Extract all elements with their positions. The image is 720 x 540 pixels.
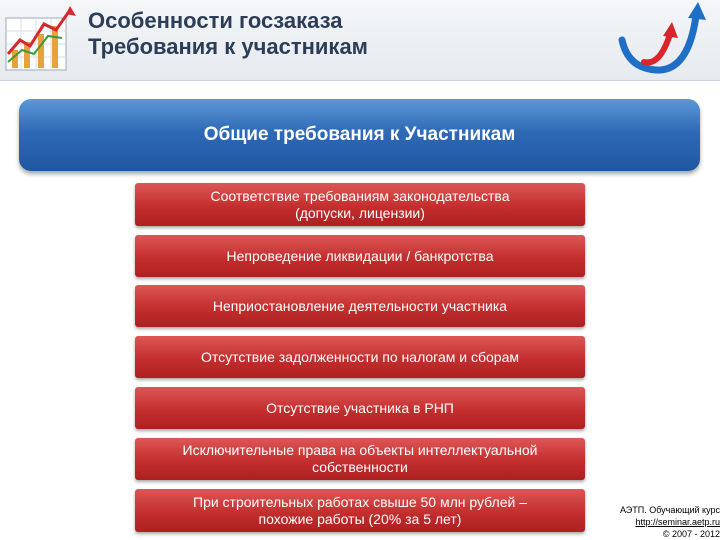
requirement-item xyxy=(135,489,585,532)
requirement-line: Отсутствие участника в РНП xyxy=(266,399,454,416)
requirement-item xyxy=(135,285,585,327)
requirement-item xyxy=(135,183,585,226)
footer-url-link[interactable]: http://seminar.aetp.ru xyxy=(635,517,720,527)
requirement-line: (допуски, лицензии) xyxy=(295,204,425,221)
requirement-line: Исключительные права на объекты интеллектуальной xyxy=(182,442,538,458)
requirement-line: Соответствие требованиям законодательства xyxy=(210,187,510,204)
requirement-line: Отсутствие задолженности по налогам и сборам xyxy=(201,348,519,365)
title-line-1: Особенности госзаказа xyxy=(88,8,343,33)
title-line-2: Требования к участникам xyxy=(88,34,368,59)
general-requirements-banner xyxy=(19,99,700,171)
requirement-line: При строительных работах свыше 50 млн рублей – xyxy=(193,493,527,510)
requirement-line: Непроведение ликвидации / банкротства xyxy=(226,247,494,264)
requirement-line: похожие работы (20% за 5 лет) xyxy=(258,510,462,527)
requirement-item xyxy=(135,438,585,480)
requirement-item xyxy=(135,235,585,277)
chart-logo-icon xyxy=(4,4,80,74)
requirement-line: Неприостановление деятельности участника xyxy=(212,297,508,314)
footer-course: АЭТП. Обучающий курс xyxy=(619,505,720,515)
header xyxy=(0,0,720,81)
requirement-line: собственности xyxy=(312,459,408,475)
footer-copyright: © 2007 - 2012 xyxy=(662,529,720,539)
brand-arrows-icon xyxy=(616,0,712,80)
requirement-item xyxy=(135,387,585,429)
requirement-item xyxy=(135,336,585,378)
banner-title: Общие требования к Участникам xyxy=(203,124,516,145)
page-title xyxy=(88,8,368,60)
footer-info xyxy=(600,504,720,540)
